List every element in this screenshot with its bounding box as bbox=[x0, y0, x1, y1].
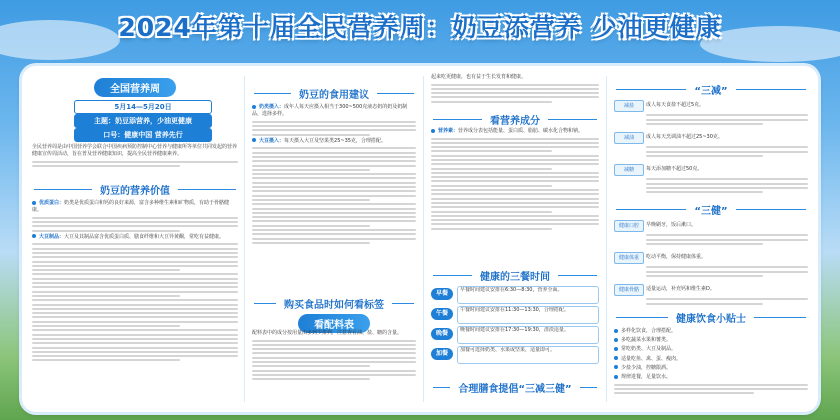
column-4 bbox=[610, 72, 812, 406]
section-title: “三健” bbox=[686, 202, 735, 217]
reduce-row bbox=[614, 164, 808, 175]
tip-paragraph: 大豆摄入：每天摄入大豆及坚果类25~35克，合理搭配。 bbox=[252, 138, 416, 145]
section-header bbox=[610, 82, 812, 96]
healthy-row bbox=[614, 220, 808, 231]
column-divider bbox=[244, 76, 245, 402]
reduce-text: 每天添加糖不超过50克。 bbox=[646, 166, 703, 172]
section-header bbox=[427, 380, 603, 394]
section-title: 健康饮食小贴士 bbox=[668, 310, 754, 325]
healthy-row bbox=[614, 284, 808, 295]
section-header bbox=[610, 310, 812, 324]
label-tag: 看配料表 bbox=[298, 314, 370, 333]
tip-item: 多吃蔬菜水果和薯类。 bbox=[614, 337, 808, 344]
bullet-icon bbox=[32, 234, 36, 238]
column-divider bbox=[423, 76, 424, 402]
tip-item: 常吃奶类、大豆及制品。 bbox=[614, 346, 808, 353]
tip-paragraph: 奶类摄入：成年人每天应摄入相当于300~500克液态奶的奶及奶制品，选择多样。 bbox=[252, 104, 408, 118]
section-header bbox=[248, 86, 420, 100]
section-header bbox=[248, 296, 420, 310]
bullet-icon bbox=[614, 338, 618, 342]
meal-text: 早餐时间建议安排在6:30—8:30，营养全面。 bbox=[457, 286, 599, 304]
date-box: 5月14—5月20日 bbox=[74, 100, 212, 114]
milk-paragraph: 优质蛋白：奶类是优质蛋白和钙的良好来源，富含多种维生素和矿物质，有助于骨骼健康。 bbox=[32, 200, 230, 214]
healthy-text: 吃动平衡，保持健康体重。 bbox=[646, 254, 707, 260]
week-title-banner: 全国营养周 bbox=[94, 78, 176, 97]
section-header bbox=[427, 112, 603, 126]
bullet-icon bbox=[614, 329, 618, 333]
intro-text: 全民营养周是由中国营养学会联合中国疾病预防控制中心营养与健康所等单位共同发起的营养健康宣传周活动，旨在普及营养健康知识，提高全民营养健康素养。 bbox=[32, 144, 238, 158]
label-paragraph: 配料表中的成分按用量由多到少排列，注意查看油、盐、糖的含量。 bbox=[252, 330, 403, 336]
reduce-tag: 减盐 bbox=[614, 100, 644, 112]
reduce-row bbox=[614, 132, 808, 143]
column-2 bbox=[248, 72, 420, 406]
bean-paragraph: 大豆制品：大豆及其制品富含优质蛋白质、膳食纤维和大豆异黄酮，常吃有益健康。 bbox=[32, 234, 238, 241]
meal-row-snack bbox=[431, 346, 599, 362]
meal-tag: 午餐 bbox=[431, 308, 453, 320]
bullet-icon bbox=[431, 129, 435, 133]
bullet-icon bbox=[614, 347, 618, 351]
tip-item: 多样化饮食，合理搭配。 bbox=[614, 328, 808, 335]
bullet-icon bbox=[252, 138, 256, 142]
section-title: 奶豆的食用建议 bbox=[291, 86, 377, 101]
healthy-tag: 健康体重 bbox=[614, 252, 644, 264]
section-title: 购买食品时如何看标签 bbox=[276, 296, 392, 311]
nutrition-paragraph: 营养素：营养成分表包括能量、蛋白质、脂肪、碳水化合物和钠。 bbox=[431, 128, 599, 135]
bullet-icon bbox=[614, 356, 618, 360]
top-paragraph: 起来吃更健康，也有益于生长发育和健康。 bbox=[431, 74, 527, 80]
meal-text: 加餐可选择奶类、水果或坚果，适量即可。 bbox=[457, 346, 599, 364]
reduce-row bbox=[614, 100, 808, 111]
meal-text: 午餐时间建议安排在11:30—13:30，合理搭配。 bbox=[457, 306, 599, 324]
bullet-icon bbox=[614, 375, 618, 379]
section-header bbox=[610, 202, 812, 216]
tip-item: 适量吃鱼、禽、蛋、瘦肉。 bbox=[614, 356, 808, 363]
column-3 bbox=[427, 72, 603, 406]
meal-tag: 加餐 bbox=[431, 348, 453, 360]
healthy-tag: 健康骨骼 bbox=[614, 284, 644, 296]
bottom-banner: 合理膳食提倡“三减三健” bbox=[450, 380, 579, 395]
reduce-text: 成人每天烹调油不超过25~30克。 bbox=[646, 134, 723, 140]
meal-row-lunch bbox=[431, 306, 599, 322]
healthy-text: 早晚刷牙，饭后漱口。 bbox=[646, 222, 697, 228]
poster-board bbox=[22, 66, 818, 412]
bullet-icon bbox=[32, 201, 36, 205]
section-title: 看营养成分 bbox=[482, 112, 548, 127]
meal-tag: 早餐 bbox=[431, 288, 453, 300]
meal-tag: 晚餐 bbox=[431, 328, 453, 340]
section-title: 健康的三餐时间 bbox=[472, 268, 558, 283]
bullet-icon bbox=[614, 365, 618, 369]
column-divider bbox=[606, 76, 607, 402]
section-header bbox=[28, 182, 242, 196]
meal-text: 晚餐时间建议安排在17:30—19:30，清淡适量。 bbox=[457, 326, 599, 344]
healthy-tag: 健康口腔 bbox=[614, 220, 644, 232]
page-title: 2024年第十届全民营养周：奶豆添营养 少油更健康 bbox=[118, 13, 722, 42]
healthy-text: 适量运动，补充钙和维生素D。 bbox=[646, 286, 715, 292]
meal-row-breakfast bbox=[431, 286, 599, 302]
section-title: “三减” bbox=[686, 82, 735, 97]
text-line bbox=[32, 161, 238, 163]
column-1 bbox=[28, 72, 242, 406]
meal-row-dinner bbox=[431, 326, 599, 342]
section-header bbox=[427, 268, 603, 282]
section-title: 奶豆的营养价值 bbox=[92, 182, 178, 197]
theme-box: 主题：奶豆添营养，少油更健康 bbox=[74, 114, 212, 128]
tip-item: 少盐少油，控糖限酒。 bbox=[614, 365, 808, 372]
reduce-tag: 减油 bbox=[614, 132, 644, 144]
reduce-tag: 减糖 bbox=[614, 164, 644, 176]
text-line bbox=[32, 165, 180, 167]
tip-item: 规律进餐，足量饮水。 bbox=[614, 374, 808, 381]
bullet-icon bbox=[252, 105, 256, 109]
reduce-text: 成人每天食盐不超过5克。 bbox=[646, 102, 705, 108]
healthy-row bbox=[614, 252, 808, 263]
slogan-box: 口号：健康中国 营养先行 bbox=[74, 128, 212, 142]
